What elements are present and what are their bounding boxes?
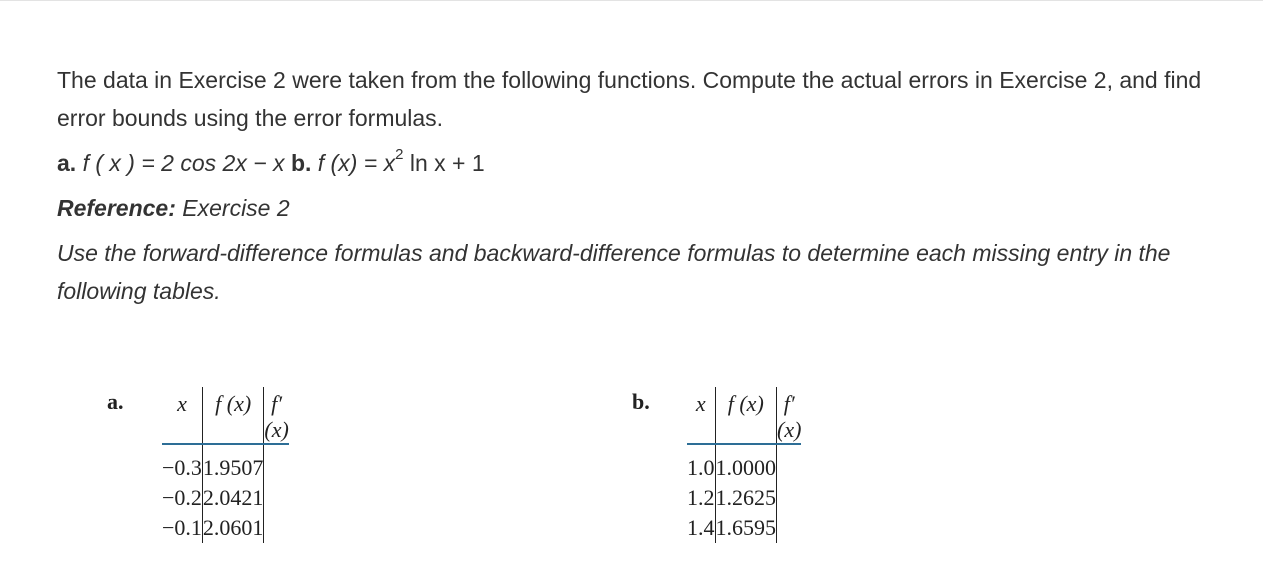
reference-label: Reference:	[57, 195, 176, 221]
cell-fprime	[777, 513, 802, 543]
table-row	[162, 483, 289, 513]
table-b-label: b.	[632, 389, 650, 414]
table-row	[687, 513, 801, 543]
cell-fprime	[777, 483, 802, 513]
cell-x: −0.1	[162, 513, 202, 543]
reference-line	[57, 191, 1237, 225]
cell-fprime	[264, 513, 289, 543]
table-a	[162, 387, 289, 543]
function-definitions	[57, 146, 1237, 180]
cell-fx: 1.9507	[202, 444, 264, 483]
cell-fx: 1.2625	[715, 483, 777, 513]
part-b-formula-post: ln x + 1	[409, 150, 485, 176]
table-row	[162, 444, 289, 483]
cell-x: 1.0	[687, 444, 715, 483]
part-b-label: b.	[290, 150, 312, 176]
cell-fx: 2.0601	[202, 513, 264, 543]
cell-x: 1.2	[687, 483, 715, 513]
cell-fprime	[777, 444, 802, 483]
cell-fx: 1.6595	[715, 513, 777, 543]
table-header-row	[162, 387, 289, 444]
question-content	[57, 61, 1237, 310]
instruction-text: Use the forward-difference formulas and backward-difference formulas to determine each missing entry in the following tables.	[57, 240, 1171, 304]
part-b-formula-pre: f (x) = x	[317, 150, 396, 176]
cell-fx: 2.0421	[202, 483, 264, 513]
cell-x: 1.4	[687, 513, 715, 543]
reference-text: Exercise 2	[182, 195, 290, 221]
table-row	[687, 444, 801, 483]
table-header-row	[687, 387, 801, 444]
header-fprime: f′(x)	[264, 387, 289, 444]
header-x: x	[687, 387, 715, 444]
cell-fprime	[264, 444, 289, 483]
header-x: x	[162, 387, 202, 444]
cell-fx: 1.0000	[715, 444, 777, 483]
cell-fprime	[264, 483, 289, 513]
table-b	[687, 387, 801, 543]
cell-x: −0.2	[162, 483, 202, 513]
header-fprime: f′(x)	[777, 387, 802, 444]
part-a-label: a.	[57, 150, 77, 176]
header-fx: f (x)	[715, 387, 777, 444]
table-a-label: a.	[107, 389, 124, 414]
cell-x: −0.3	[162, 444, 202, 483]
part-b-exponent: 2	[395, 146, 404, 164]
problem-intro: The data in Exercise 2 were taken from the following functions. Compute the actual errors in Exercise 2, and find error bounds using the error formulas.	[57, 67, 1202, 131]
table-row	[162, 513, 289, 543]
table-row	[687, 483, 801, 513]
part-a-formula: f ( x ) = 2 cos 2x − x	[82, 150, 285, 176]
header-fx: f (x)	[202, 387, 264, 444]
